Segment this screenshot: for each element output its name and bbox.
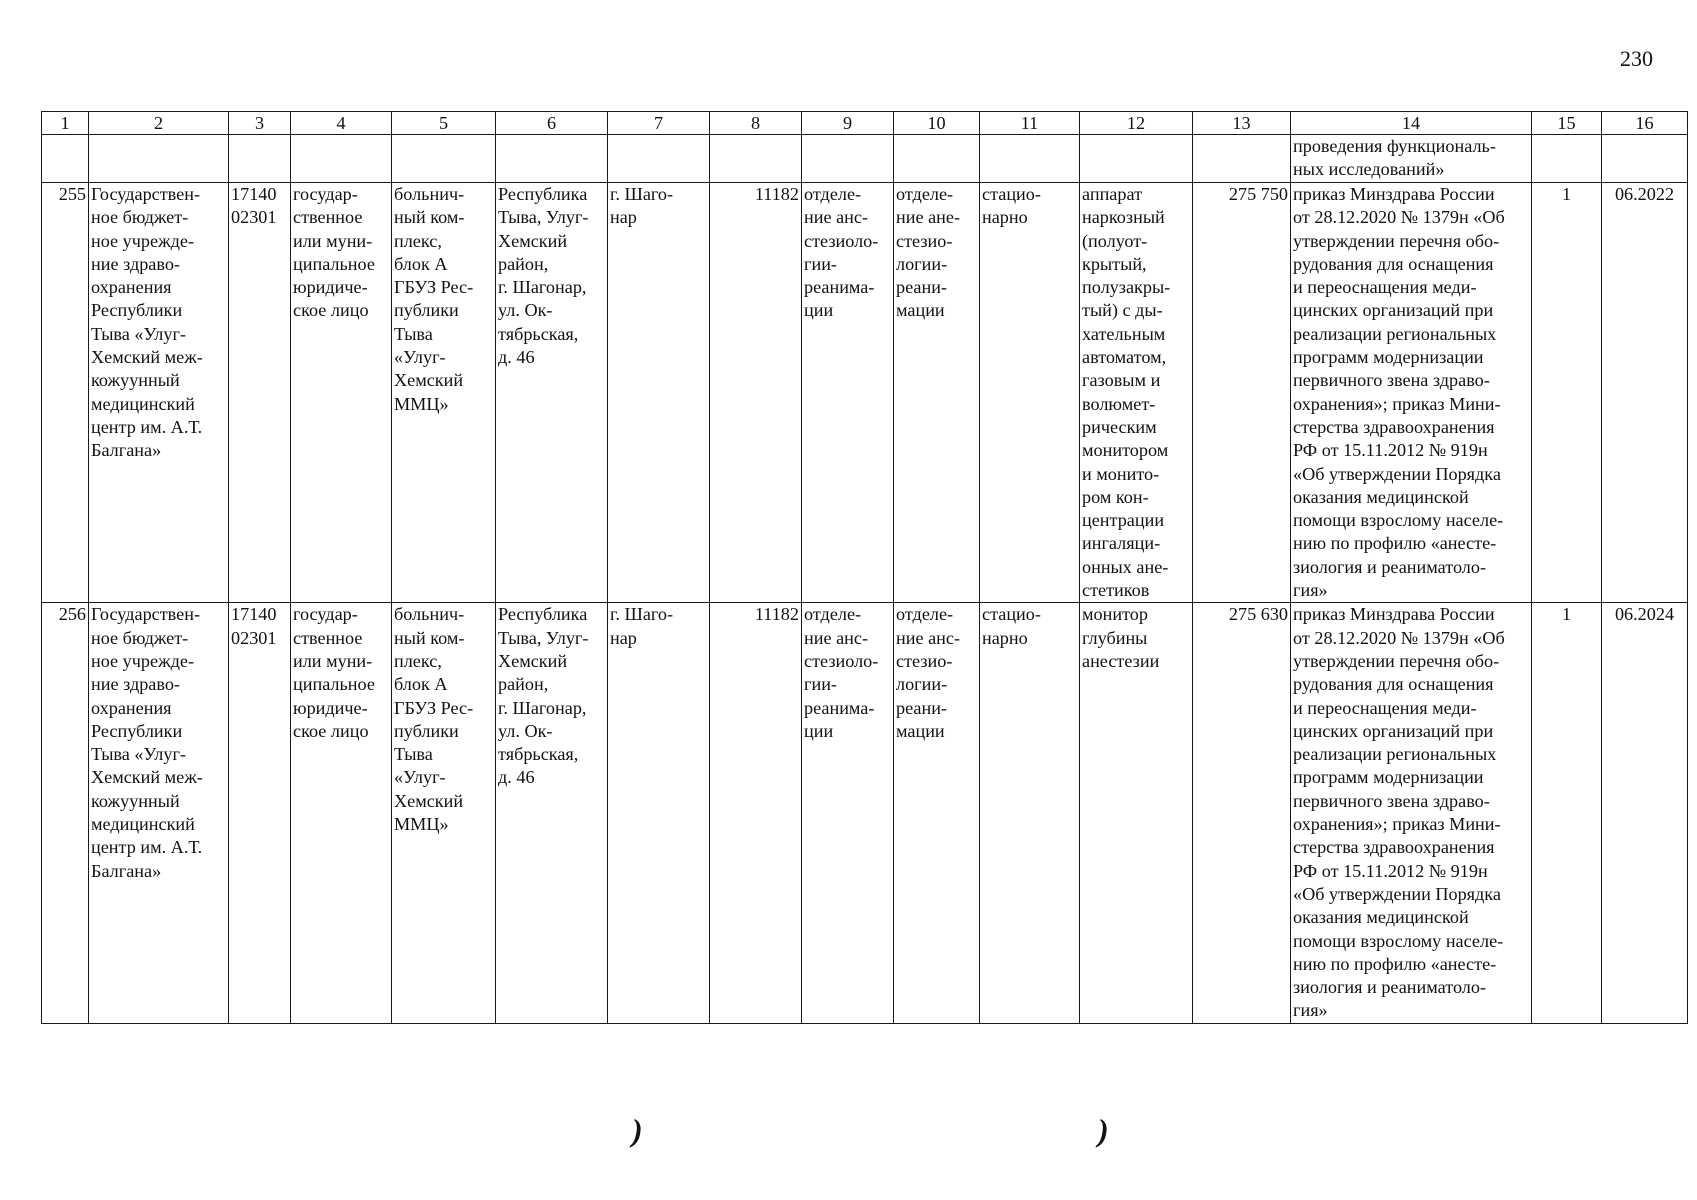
legal-basis-cell: приказ Минздрава России от 28.12.2020 № 1379н «Об утверждении перечня обо- рудования для оснащения и переоснащения меди- цинских организаций при реализации региональных программ модернизации первичного звена здраво- охранения»; приказ Мини- стерства здравоохранения РФ от 15.11.2012 № 919н «Об утверждении Порядка оказания медицинской помощи взрослому населе- нию по профилю «анесте- зиология и реаниматоло- гия» (1291, 183, 1532, 603)
code-number-cell: 11182 (710, 183, 802, 603)
care-mode-cell: стацио- нарно (980, 183, 1080, 603)
department-cell: отделе- ние анс- стезиоло- гии- реанима- ции (802, 603, 894, 1023)
register-table (41, 111, 1688, 1024)
equipment-code-cell: 275 630 (1193, 603, 1291, 1023)
unit-cell: отделе- ние ане- стезио- логии- реани- мации (894, 183, 980, 603)
page-number: 230 (1620, 46, 1653, 71)
code-number-cell: 11182 (710, 603, 802, 1023)
address-cell: Республика Тыва, Улуг- Хемский район, г. Шагонар, ул. Ок- тябрьская, д. 46 (496, 183, 608, 603)
code-cell: 17140 02301 (229, 183, 291, 603)
date-cell: 06.2024 (1602, 603, 1688, 1023)
table-cell (802, 135, 894, 183)
continuation-row (42, 135, 1688, 183)
row-number-cell: 256 (42, 603, 89, 1023)
care-mode-cell: стацио- нарно (980, 603, 1080, 1023)
column-header: 13 (1193, 112, 1291, 135)
scan-mark: ) (1098, 1112, 1109, 1148)
table-cell (608, 135, 710, 183)
table-cell (1602, 135, 1688, 183)
column-header: 14 (1291, 112, 1532, 135)
table-cell (710, 135, 802, 183)
organization-name-cell: Государствен- ное бюджет- ное учрежде- ние здраво- охранения Республики Тыва «Улуг- Хемский меж- кожуунный медицинский центр им. А.Т. Балгана» (89, 603, 229, 1023)
table-cell (1080, 135, 1193, 183)
unit-cell: отделе- ние анс- стезио- логии- реани- мации (894, 603, 980, 1023)
column-header: 8 (710, 112, 802, 135)
quantity-cell: 1 (1532, 183, 1602, 603)
column-header: 4 (291, 112, 392, 135)
column-header: 16 (1602, 112, 1688, 135)
building-cell: больнич- ный ком- плекс, блок А ГБУЗ Рес- публики Тыва «Улуг- Хемский ММЦ» (392, 603, 496, 1023)
table-row (42, 603, 1688, 1023)
table-cell (496, 135, 608, 183)
table-cell (1532, 135, 1602, 183)
table-cell (894, 135, 980, 183)
column-header: 9 (802, 112, 894, 135)
legal-form-cell: государ- ственное или муни- ципальное юридиче- ское лицо (291, 603, 392, 1023)
code-cell: 17140 02301 (229, 603, 291, 1023)
legal-basis-cell: проведения функциональ- ных исследований» (1291, 135, 1532, 183)
column-header: 5 (392, 112, 496, 135)
table-cell (392, 135, 496, 183)
department-cell: отделе- ние анс- стезиоло- гии- реанима- ции (802, 183, 894, 603)
column-header: 15 (1532, 112, 1602, 135)
legal-basis-cell: приказ Минздрава России от 28.12.2020 № 1379н «Об утверждении перечня обо- рудования для оснащения и переоснащения меди- цинских организаций при реализации региональных программ модернизации первичного звена здраво- охранения»; приказ Мини- стерства здравоохранения РФ от 15.11.2012 № 919н «Об утверждении Порядка оказания медицинской помощи взрослому населе- нию по профилю «анесте- зиология и реаниматоло- гия» (1291, 603, 1532, 1023)
column-header: 6 (496, 112, 608, 135)
table-cell (42, 135, 89, 183)
table-cell (1193, 135, 1291, 183)
table-cell (89, 135, 229, 183)
column-header: 1 (42, 112, 89, 135)
equipment-cell: монитор глубины анестезии (1080, 603, 1193, 1023)
date-cell: 06.2022 (1602, 183, 1688, 603)
column-header: 3 (229, 112, 291, 135)
column-header: 10 (894, 112, 980, 135)
locality-cell: г. Шаго- нар (608, 603, 710, 1023)
locality-cell: г. Шаго- нар (608, 183, 710, 603)
organization-name-cell: Государствен- ное бюджет- ное учрежде- ние здраво- охранения Республики Тыва «Улуг- Хемский меж- кожуунный медицинский центр им. А.Т. Балгана» (89, 183, 229, 603)
column-header: 12 (1080, 112, 1193, 135)
column-number-row (42, 112, 1688, 135)
quantity-cell: 1 (1532, 603, 1602, 1023)
column-header: 11 (980, 112, 1080, 135)
column-header: 7 (608, 112, 710, 135)
column-header: 2 (89, 112, 229, 135)
address-cell: Республика Тыва, Улуг- Хемский район, г. Шагонар, ул. Ок- тябрьская, д. 46 (496, 603, 608, 1023)
building-cell: больнич- ный ком- плекс, блок А ГБУЗ Рес- публики Тыва «Улуг- Хемский ММЦ» (392, 183, 496, 603)
table-row (42, 183, 1688, 603)
table-cell (291, 135, 392, 183)
equipment-cell: аппарат наркозный (полуот- крытый, полузакры- тый) с ды- хательным автоматом, газовым и волюмет- рическим монитором и монито- ром кон- центрации ингаляци- онных ане- стетиков (1080, 183, 1193, 603)
table-cell (229, 135, 291, 183)
equipment-code-cell: 275 750 (1193, 183, 1291, 603)
scan-mark: ) (632, 1112, 643, 1148)
legal-form-cell: государ- ственное или муни- ципальное юридиче- ское лицо (291, 183, 392, 603)
table-cell (980, 135, 1080, 183)
row-number-cell: 255 (42, 183, 89, 603)
